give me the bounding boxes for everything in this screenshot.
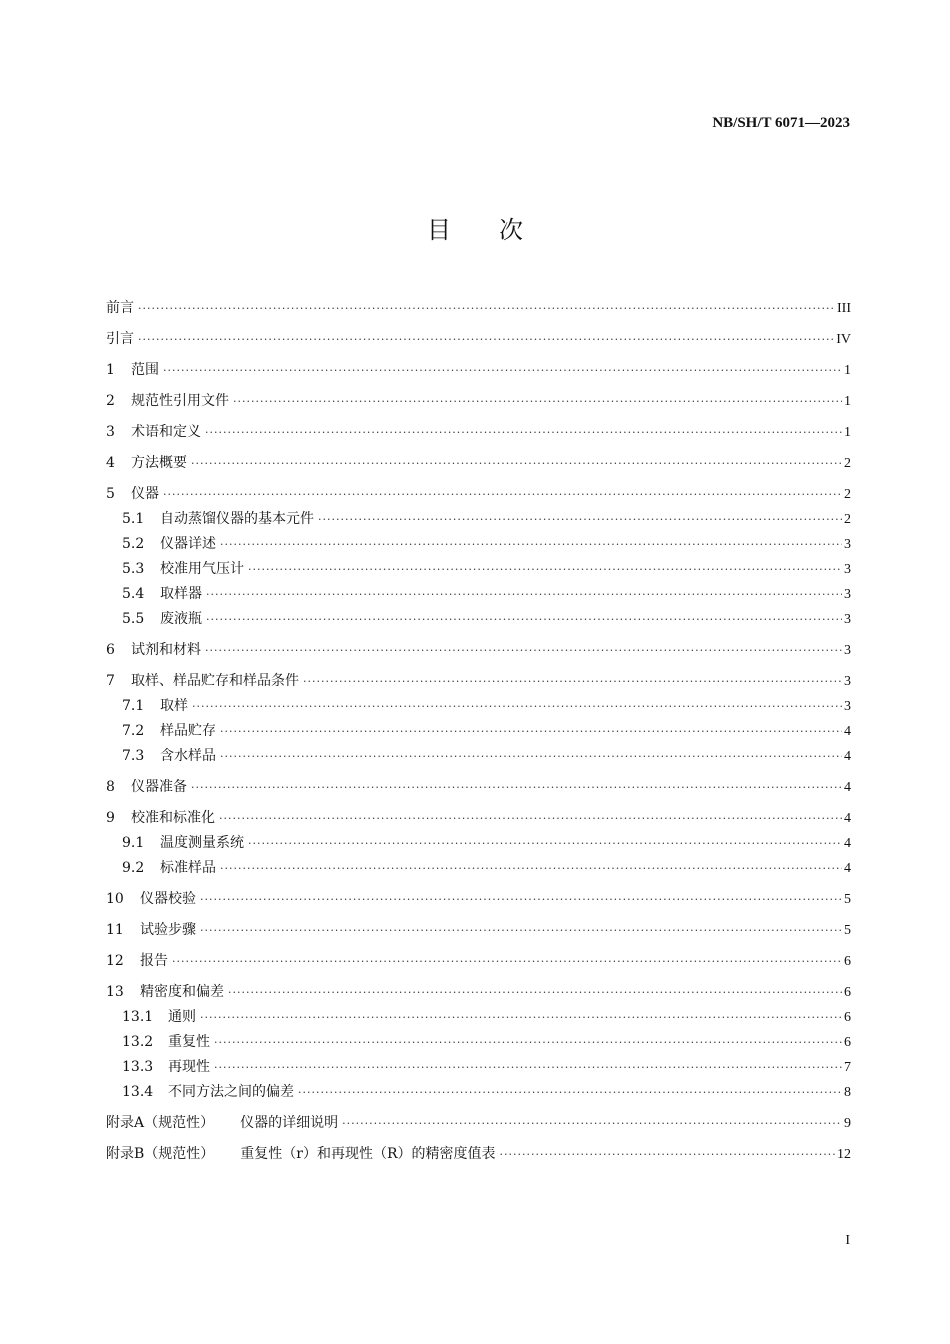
toc-entry-page: 2 <box>844 456 851 471</box>
toc-entry[interactable] <box>106 775 851 800</box>
toc-entry-page: 3 <box>844 562 851 577</box>
toc-entry-number: 5.1 <box>122 511 145 527</box>
toc-entry[interactable] <box>106 1142 851 1167</box>
toc-entry-title: 引言 <box>106 331 134 347</box>
toc-entry-title: 校准用气压计 <box>160 561 244 577</box>
toc-entry[interactable] <box>106 806 851 831</box>
toc-entry-page: III <box>837 301 851 316</box>
toc-entry[interactable] <box>106 887 851 912</box>
dot-leader <box>138 327 834 352</box>
dot-leader <box>248 557 842 582</box>
toc-entry-page: 2 <box>844 512 851 527</box>
toc-entry-title: 报告 <box>140 953 168 969</box>
toc-entry-number: 13.4 <box>122 1084 154 1100</box>
toc-entry-page: 9 <box>844 1116 851 1131</box>
toc-entry-title: 通则 <box>168 1009 196 1025</box>
dot-leader <box>214 1030 842 1055</box>
toc-entry-page: 2 <box>844 487 851 502</box>
toc-entry-page: 3 <box>844 587 851 602</box>
dot-leader <box>220 532 842 557</box>
toc-entry[interactable] <box>106 389 851 414</box>
toc-entry[interactable] <box>106 451 851 476</box>
dot-leader <box>200 1005 842 1030</box>
toc-entry-number: 13 <box>106 984 124 1000</box>
toc-entry-number: 12 <box>106 953 124 969</box>
toc-entry-page: 3 <box>844 674 851 689</box>
toc-entry[interactable] <box>106 1080 851 1105</box>
dot-leader <box>220 856 842 881</box>
toc-entry[interactable] <box>106 507 851 532</box>
toc-entry-number: 6 <box>106 642 115 658</box>
toc-entry[interactable] <box>106 557 851 582</box>
toc-entry-page: 4 <box>844 811 851 826</box>
toc-entry-title: 校准和标准化 <box>131 810 215 826</box>
dot-leader <box>163 482 842 507</box>
toc-entry-page: 4 <box>844 749 851 764</box>
toc-entry-number: 附录A（规范性） <box>106 1115 215 1131</box>
dot-leader <box>138 296 835 321</box>
toc-entry-page: 3 <box>844 643 851 658</box>
dot-leader <box>191 451 842 476</box>
toc-entry[interactable] <box>106 327 851 352</box>
dot-leader <box>172 949 842 974</box>
toc-entry[interactable] <box>106 1030 851 1055</box>
page-number: I <box>845 1233 850 1248</box>
toc-entry-title: 重复性（r）和再现性（R）的精密度值表 <box>240 1146 496 1162</box>
toc-entry-title: 取样 <box>160 698 188 714</box>
toc-entry[interactable] <box>106 1111 851 1136</box>
dot-leader <box>233 389 842 414</box>
toc-entry-number: 7 <box>106 673 115 689</box>
toc-entry-number: 5.4 <box>122 586 145 602</box>
toc-entry-title: 仪器准备 <box>131 779 187 795</box>
dot-leader <box>214 1055 842 1080</box>
toc-entry-number: 9.1 <box>122 835 145 851</box>
toc-entry[interactable] <box>106 744 851 769</box>
toc-entry-number: 附录B（规范性） <box>106 1146 215 1162</box>
toc-entry-title: 取样、样品贮存和样品条件 <box>131 673 299 689</box>
dot-leader <box>163 358 842 383</box>
toc-entry-page: 6 <box>844 954 851 969</box>
toc-entry-page: 3 <box>844 699 851 714</box>
toc-entry-number: 5.2 <box>122 536 145 552</box>
dot-leader <box>192 694 842 719</box>
toc-entry-title: 仪器 <box>131 486 159 502</box>
toc-entry-number: 9 <box>106 810 115 826</box>
dot-leader <box>205 638 842 663</box>
toc-entry[interactable] <box>106 918 851 943</box>
toc-entry-title: 废液瓶 <box>160 611 202 627</box>
toc-entry[interactable] <box>106 358 851 383</box>
toc-entry-title: 样品贮存 <box>160 723 216 739</box>
toc-entry-title: 温度测量系统 <box>160 835 244 851</box>
toc-entry-number: 1 <box>106 362 115 378</box>
toc-entry[interactable] <box>106 582 851 607</box>
toc-entry-title: 再现性 <box>168 1059 210 1075</box>
toc-entry-title: 规范性引用文件 <box>131 393 229 409</box>
toc-entry[interactable] <box>106 856 851 881</box>
dot-leader <box>248 831 842 856</box>
dot-leader <box>205 420 842 445</box>
toc-entry-page: 6 <box>844 1010 851 1025</box>
toc-entry-number: 13.1 <box>122 1009 154 1025</box>
toc-entry-number: 8 <box>106 779 115 795</box>
toc-entry-page: IV <box>836 332 851 347</box>
toc-entry-title: 标准样品 <box>160 860 216 876</box>
toc-entry[interactable] <box>106 1005 851 1030</box>
toc-entry-page: 4 <box>844 724 851 739</box>
toc-entry-title: 取样器 <box>160 586 202 602</box>
toc-entry-page: 1 <box>844 425 851 440</box>
toc-entry-number: 4 <box>106 455 115 471</box>
dot-leader <box>206 607 842 632</box>
toc-entry[interactable] <box>106 482 851 507</box>
dot-leader <box>219 806 842 831</box>
page-title: 目次 <box>427 216 571 244</box>
toc-entry-number: 7.1 <box>122 698 145 714</box>
toc-entry-title: 方法概要 <box>131 455 187 471</box>
toc-entry[interactable] <box>106 638 851 663</box>
toc-entry[interactable] <box>106 1055 851 1080</box>
toc-entry-page: 4 <box>844 861 851 876</box>
dot-leader <box>206 582 842 607</box>
dot-leader <box>228 980 842 1005</box>
toc-entry[interactable] <box>106 980 851 1005</box>
toc-entry-number: 11 <box>106 922 124 938</box>
toc-entry[interactable] <box>106 694 851 719</box>
toc-entry[interactable] <box>106 296 851 321</box>
toc-entry-title: 精密度和偏差 <box>140 984 224 1000</box>
toc-entry-page: 8 <box>844 1085 851 1100</box>
toc-entry-page: 3 <box>844 537 851 552</box>
toc-entry-number: 13.2 <box>122 1034 154 1050</box>
toc-entry-title: 仪器校验 <box>140 891 196 907</box>
toc-entry-number: 10 <box>106 891 124 907</box>
toc-entry-number: 3 <box>106 424 115 440</box>
toc-entry-page: 7 <box>844 1060 851 1075</box>
toc-entry[interactable] <box>106 949 851 974</box>
toc-entry-title: 仪器的详细说明 <box>240 1115 339 1131</box>
toc-entry-title: 自动蒸馏仪器的基本元件 <box>160 511 314 527</box>
toc-entry-page: 12 <box>837 1147 851 1162</box>
standard-code: NB/SH/T 6071—2023 <box>712 115 850 131</box>
dot-leader <box>220 719 842 744</box>
toc-entry[interactable] <box>106 669 851 694</box>
dot-leader <box>200 887 842 912</box>
toc-entry-page: 3 <box>844 612 851 627</box>
toc-entry-page: 1 <box>844 394 851 409</box>
toc-entry-title: 不同方法之间的偏差 <box>168 1084 294 1100</box>
toc-entry-number: 5.5 <box>122 611 145 627</box>
toc-entry-page: 5 <box>844 892 851 907</box>
toc-entry-title: 含水样品 <box>160 748 216 764</box>
toc-entry-page: 1 <box>844 363 851 378</box>
dot-leader <box>303 669 842 694</box>
toc-entry[interactable] <box>106 607 851 632</box>
toc-entry-title: 试验步骤 <box>140 922 196 938</box>
toc-entry[interactable] <box>106 532 851 557</box>
dot-leader <box>200 918 842 943</box>
toc-entry-number: 9.2 <box>122 860 145 876</box>
dot-leader <box>500 1142 835 1167</box>
toc-entry-title: 范围 <box>131 362 159 378</box>
toc-entry-page: 4 <box>844 780 851 795</box>
dot-leader <box>191 775 842 800</box>
dot-leader <box>220 744 842 769</box>
toc-entry-page: 6 <box>844 985 851 1000</box>
dot-leader <box>318 507 842 532</box>
toc-entry-page: 6 <box>844 1035 851 1050</box>
toc-entry-title: 重复性 <box>168 1034 210 1050</box>
toc-entry-number: 5.3 <box>122 561 145 577</box>
toc-entry-number: 13.3 <box>122 1059 154 1075</box>
toc-entry-page: 5 <box>844 923 851 938</box>
toc-entry-number: 5 <box>106 486 115 502</box>
table-of-contents <box>106 296 851 1167</box>
toc-entry-title: 仪器详述 <box>160 536 216 552</box>
toc-entry-title: 前言 <box>106 300 134 316</box>
dot-leader <box>298 1080 842 1105</box>
toc-entry-number: 2 <box>106 393 115 409</box>
toc-entry-title: 术语和定义 <box>131 424 201 440</box>
toc-entry[interactable] <box>106 831 851 856</box>
toc-entry[interactable] <box>106 420 851 445</box>
toc-entry-number: 7.2 <box>122 723 145 739</box>
toc-entry[interactable] <box>106 719 851 744</box>
toc-entry-title: 试剂和材料 <box>131 642 201 658</box>
toc-entry-number: 7.3 <box>122 748 145 764</box>
toc-entry-page: 4 <box>844 836 851 851</box>
dot-leader <box>342 1111 842 1136</box>
